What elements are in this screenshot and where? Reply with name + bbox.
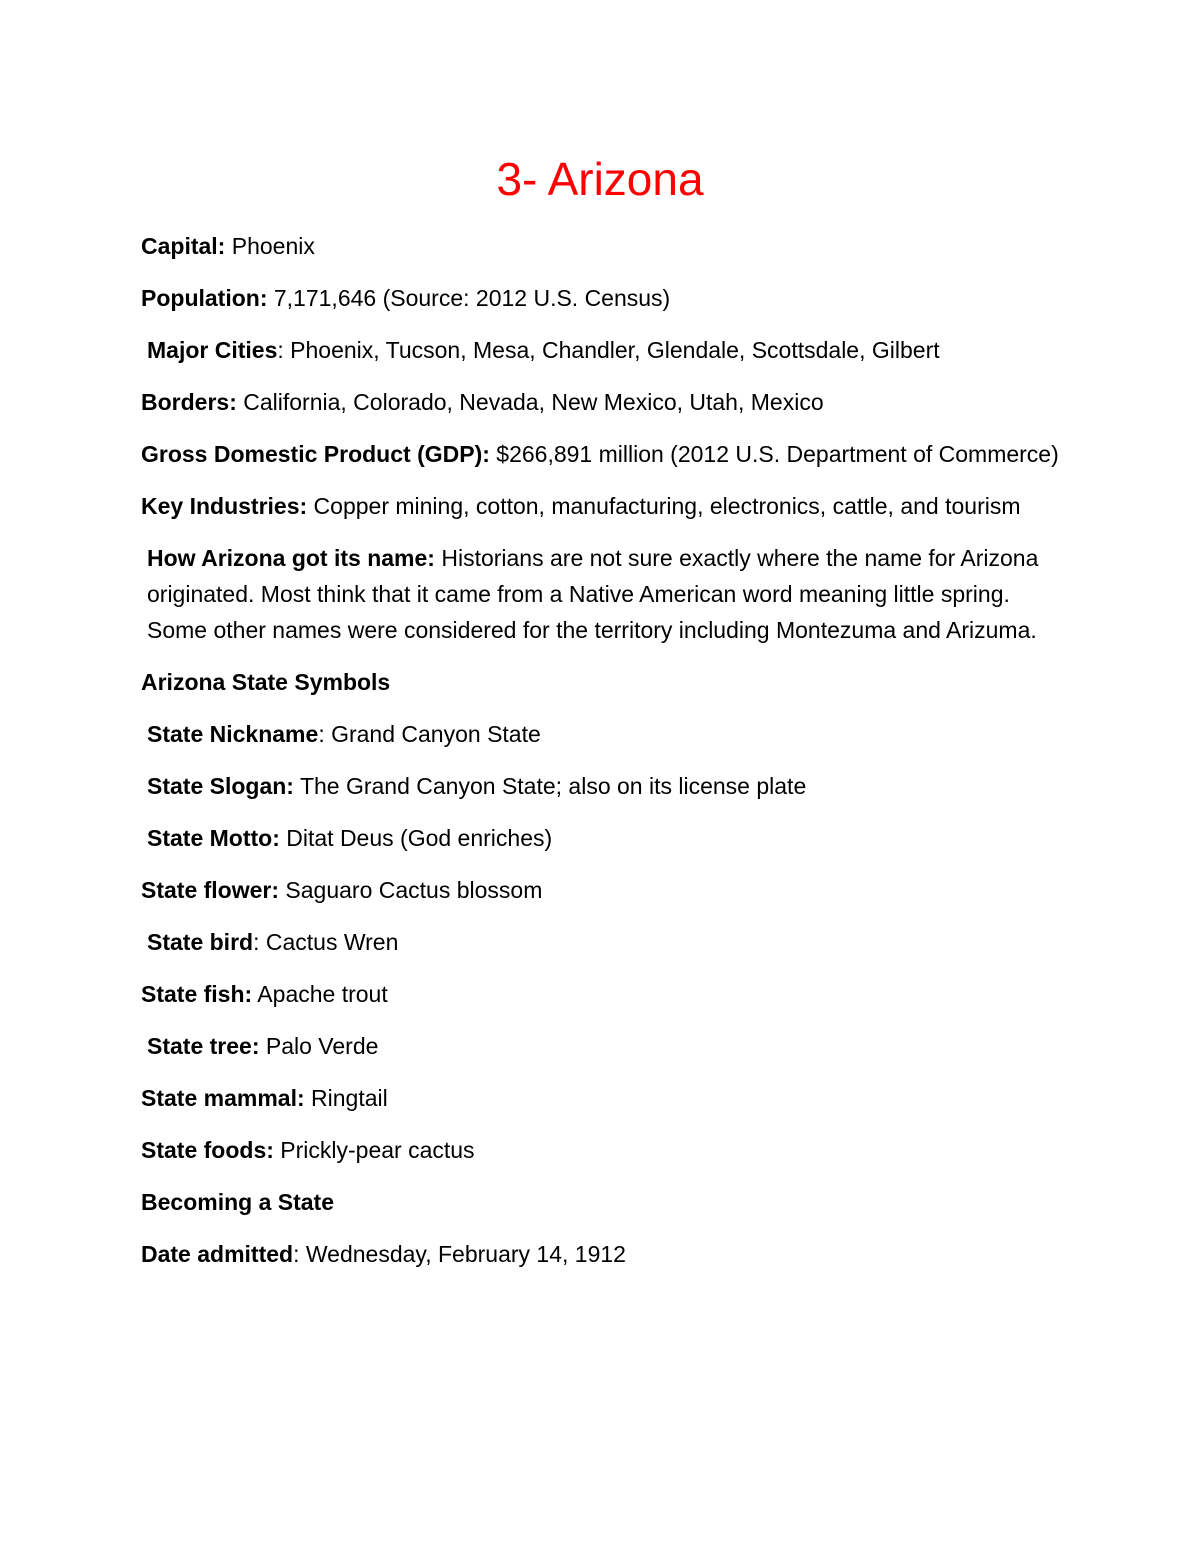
entry-state-slogan bbox=[141, 768, 1071, 804]
entry-label: Capital: bbox=[141, 233, 226, 259]
entry-state-tree bbox=[141, 1028, 1071, 1064]
entry-state-motto bbox=[141, 820, 1071, 856]
entry-key-industries bbox=[141, 488, 1071, 524]
entry-value: Ringtail bbox=[304, 1085, 388, 1111]
entry-value: : Cactus Wren bbox=[253, 929, 399, 955]
section-heading-state-symbols bbox=[141, 664, 1071, 700]
entry-value: Saguaro Cactus blossom bbox=[279, 877, 543, 903]
section-heading: Arizona State Symbols bbox=[141, 669, 391, 695]
entry-label: Key Industries: bbox=[141, 493, 308, 519]
entry-value: Historians are not sure exactly where the name for Arizona originated. Most think that it came from a Native American word meaning little spring. Some other names were considered for the territory including Montezuma and Arizuma. bbox=[147, 545, 1039, 643]
entry-label: Major Cities bbox=[147, 337, 278, 363]
entry-value: Palo Verde bbox=[259, 1033, 379, 1059]
entry-value: Ditat Deus (God enriches) bbox=[279, 825, 553, 851]
entry-state-flower bbox=[141, 872, 1071, 908]
entry-value: Apache trout bbox=[252, 981, 388, 1007]
entry-label: State Slogan: bbox=[147, 773, 294, 799]
entry-label: Borders: bbox=[141, 389, 237, 415]
entry-capital bbox=[141, 228, 1071, 264]
entry-label: State Nickname bbox=[147, 721, 319, 747]
entry-borders bbox=[141, 384, 1071, 420]
entry-state-mammal bbox=[141, 1080, 1071, 1116]
page-title: 3- Arizona bbox=[496, 153, 704, 205]
entry-gdp bbox=[141, 436, 1071, 472]
entry-value: California, Colorado, Nevada, New Mexico, Utah, Mexico bbox=[236, 389, 824, 415]
section-heading-becoming-a-state bbox=[141, 1184, 1071, 1220]
entry-label: State flower: bbox=[141, 877, 280, 903]
entry-value: The Grand Canyon State; also on its license plate bbox=[293, 773, 807, 799]
entry-value: Copper mining, cotton, manufacturing, electronics, cattle, and tourism bbox=[307, 493, 1021, 519]
entry-state-nickname bbox=[141, 716, 1071, 752]
document-body bbox=[141, 228, 1071, 1288]
entry-label: Date admitted bbox=[141, 1241, 294, 1267]
entry-name-origin bbox=[141, 540, 1071, 648]
entry-label: Gross Domestic Product (GDP): bbox=[141, 441, 490, 467]
entry-label: Population: bbox=[141, 285, 268, 311]
entry-label: State bird bbox=[147, 929, 254, 955]
entry-value: $266,891 million (2012 U.S. Department of Commerce) bbox=[489, 441, 1059, 467]
entry-label: State foods: bbox=[141, 1137, 274, 1163]
entry-value: Prickly-pear cactus bbox=[273, 1137, 475, 1163]
entry-value: : Phoenix, Tucson, Mesa, Chandler, Glendale, Scottsdale, Gilbert bbox=[277, 337, 940, 363]
entry-major-cities bbox=[141, 332, 1071, 368]
section-heading: Becoming a State bbox=[141, 1189, 334, 1215]
entry-value: : Grand Canyon State bbox=[318, 721, 541, 747]
entry-value: Phoenix bbox=[225, 233, 315, 259]
entry-value: 7,171,646 (Source: 2012 U.S. Census) bbox=[267, 285, 671, 311]
entry-population bbox=[141, 280, 1071, 316]
entry-state-foods bbox=[141, 1132, 1071, 1168]
entry-state-fish bbox=[141, 976, 1071, 1012]
entry-label: State fish: bbox=[141, 981, 253, 1007]
entry-label: State tree: bbox=[147, 1033, 260, 1059]
entry-label: State Motto: bbox=[147, 825, 280, 851]
entry-label: How Arizona got its name: bbox=[147, 545, 435, 571]
entry-value: : Wednesday, February 14, 1912 bbox=[293, 1241, 626, 1267]
entry-date-admitted bbox=[141, 1236, 1071, 1272]
entry-state-bird bbox=[141, 924, 1071, 960]
entry-label: State mammal: bbox=[141, 1085, 305, 1111]
